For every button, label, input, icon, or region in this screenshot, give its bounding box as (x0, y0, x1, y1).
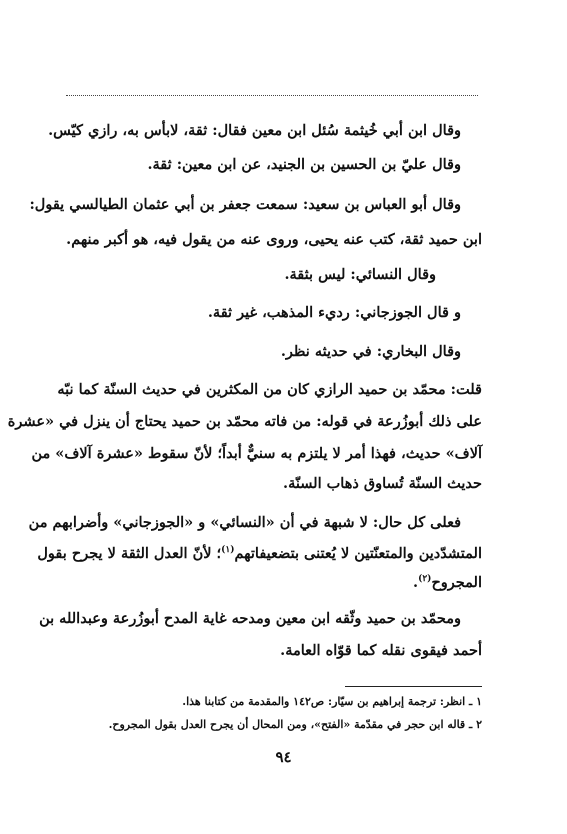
text-line: آلاف» حديث، فهذا أمر لا يلتزم به سنيٌّ أبداً؛ لأنّ سقوط «عشرة آلاف» من (31, 445, 482, 462)
text-line (37, 542, 482, 566)
text-line: وقال البخاري: في حديثه نظر. (280, 343, 461, 360)
page-number: ٩٤ (275, 748, 292, 766)
text-line: فعلى كل حال: لا شبهة في أن «النسائي» و «الجوزجاني» وأضرابهم من (28, 514, 461, 531)
dotted-separator (66, 95, 478, 96)
footnote: ١ ـ انظر: ترجمة إبراهيم بن سيّار: ص١٤٢ والمقدمة من كتابنا هذا. (182, 695, 482, 708)
text-line: قلت: محمّد بن حميد الرازي كان من المكثرين في حديث السنّة كما نبّه (57, 381, 482, 398)
text-line: على ذلك أبوزُرعة في قوله: من فاته محمّد بن حميد يحتاج أن ينزل في «عشرة (7, 413, 482, 430)
text-segment: المتشدّدين والمتعنّتين لا يُعتنى بتضعيفاتهم (234, 545, 482, 562)
text-segment: . (413, 574, 419, 591)
text-line: وقال عليّ بن الحسين بن الجنيد، عن ابن معين: ثقة. (147, 156, 461, 173)
text-line: وقال ابن أبي خُيثمة سُئل ابن معين فقال: ثقة، لابأس به، رازي كيّس. (48, 122, 461, 139)
text-line: و قال الجوزجاني: رديء المذهب، غير ثقة. (207, 304, 461, 321)
text-line: أحمد فيقوى نقله كما قوّاه العامة. (280, 642, 482, 659)
text-line (82, 571, 482, 595)
text-line: وقال النسائي: ليس بثقة. (284, 266, 436, 283)
text-line: وقال أبو العباس بن سعيد: سمعت جعفر بن أبي عثمان الطيالسي يقول: (29, 196, 461, 213)
text-segment: ؛ لأنّ العدل الثقة لا يجرح بقول (37, 545, 222, 562)
footnote: ٢ ـ قاله ابن حجر في مقدّمة «الفتح»، ومن المحال أن يجرح العدل بقول المجروح. (108, 718, 482, 731)
text-line: ومحمّد بن حميد وثّقه ابن معين ومدحه غاية المدح أبوزُرعة وعبدالله بن (39, 610, 461, 627)
text-line: حديث السنّة تُساوق ذهاب السنّة. (283, 475, 482, 492)
footnote-separator (345, 686, 482, 687)
text-segment: المجروح (431, 574, 482, 591)
text-line: ابن حميد ثقة، كتب عنه يحيى، وروى عنه من يقول فيه، هو أكبر منهم. (66, 231, 482, 248)
footnote-mark: (١) (221, 545, 235, 556)
footnote-mark: (٢) (418, 574, 432, 585)
